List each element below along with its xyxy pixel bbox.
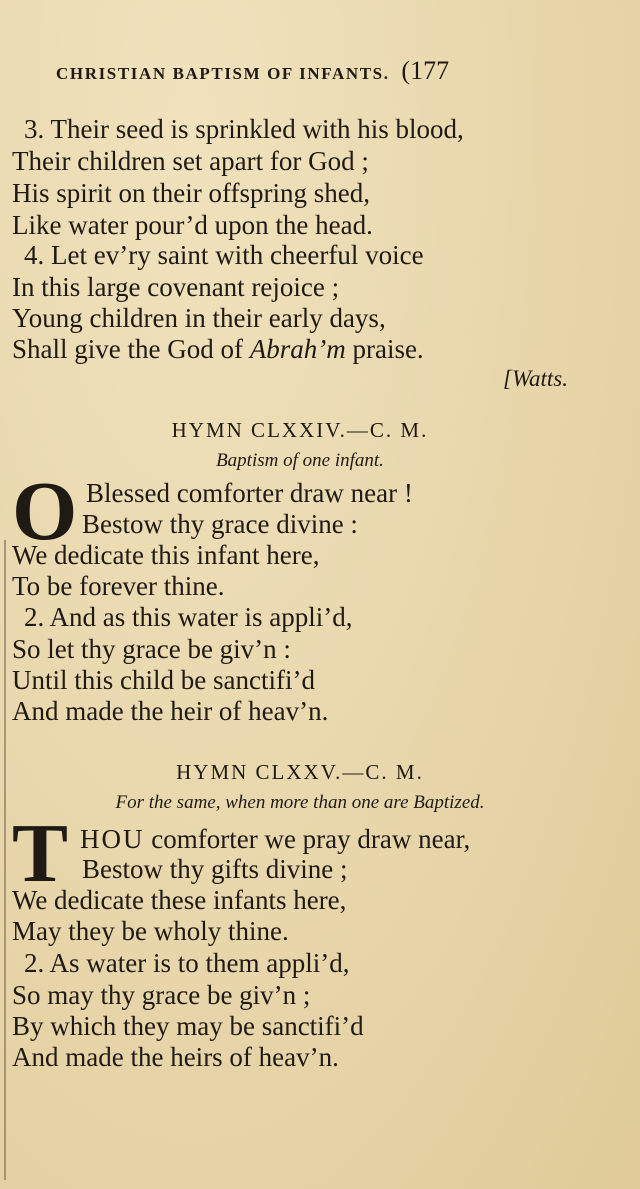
verse-line: His spirit on their offspring shed, [12,178,370,208]
verse-line: Bestow thy gifts divine ; [82,854,348,884]
verse-line: 2. As water is to them appli’d, [24,948,350,978]
page-gutter-shadow [4,540,6,1180]
verse-line: 3. Their seed is sprinkled with his blood, [24,114,464,144]
hymn-title: HYMN CLXXIV.—C. M. [171,418,429,442]
drop-cap: O [12,465,78,558]
verse-line: And made the heir of heav’n. [12,696,329,726]
verse-line: Their children set apart for God ; [12,146,369,176]
verse-text: comforter we pray draw near, [144,824,471,854]
running-head [56,56,596,86]
verse-line: We dedicate this infant here, [12,540,320,570]
hymn-subtitle: For the same, when more than one are Baptized. [115,792,485,813]
verse-line: So let thy grace be giv’n : [12,634,291,664]
verse-italic: Abrah’m [249,334,346,364]
verse-line: Until this child be sanctifi’d [12,665,315,695]
verse-line: Young children in their early days, [12,303,386,333]
hymn-subtitle: Baptism of one infant. [216,450,384,471]
verse-line: Blessed comforter draw near ! [86,478,413,508]
verse-line: 4. Let ev’ry saint with cheerful voice [24,240,424,270]
verse-text: praise. [345,334,424,364]
drop-cap: T [12,807,69,900]
verse-line: May they be wholy thine. [12,916,289,946]
hymn-title: HYMN CLXXV.—C. M. [176,760,424,784]
verse-line: To be forever thine. [12,571,225,601]
verse-line: Bestow thy grace divine : [82,509,358,539]
attribution: [Watts. [503,366,568,391]
verse-line: By which they may be sanctifi’d [12,1011,364,1041]
verse-line: And made the heirs of heav’n. [12,1042,339,1072]
verse-line: So may thy grace be giv’n ; [12,980,311,1010]
verse-line: 2. And as this water is appli’d, [24,602,353,632]
verse-line-last [12,336,424,363]
verse-text: HOU [80,824,145,854]
verse-line: Like water pour’d upon the head. [12,210,373,240]
verse-line: In this large covenant rejoice ; [12,272,340,302]
verse-line: We dedicate these infants here, [12,885,347,915]
page-number: (177 [401,56,450,85]
running-head-title: CHRISTIAN BAPTISM OF INFANTS. [56,64,390,83]
verse-line-first [80,826,470,853]
verse-text: Shall give the God of [12,334,250,364]
